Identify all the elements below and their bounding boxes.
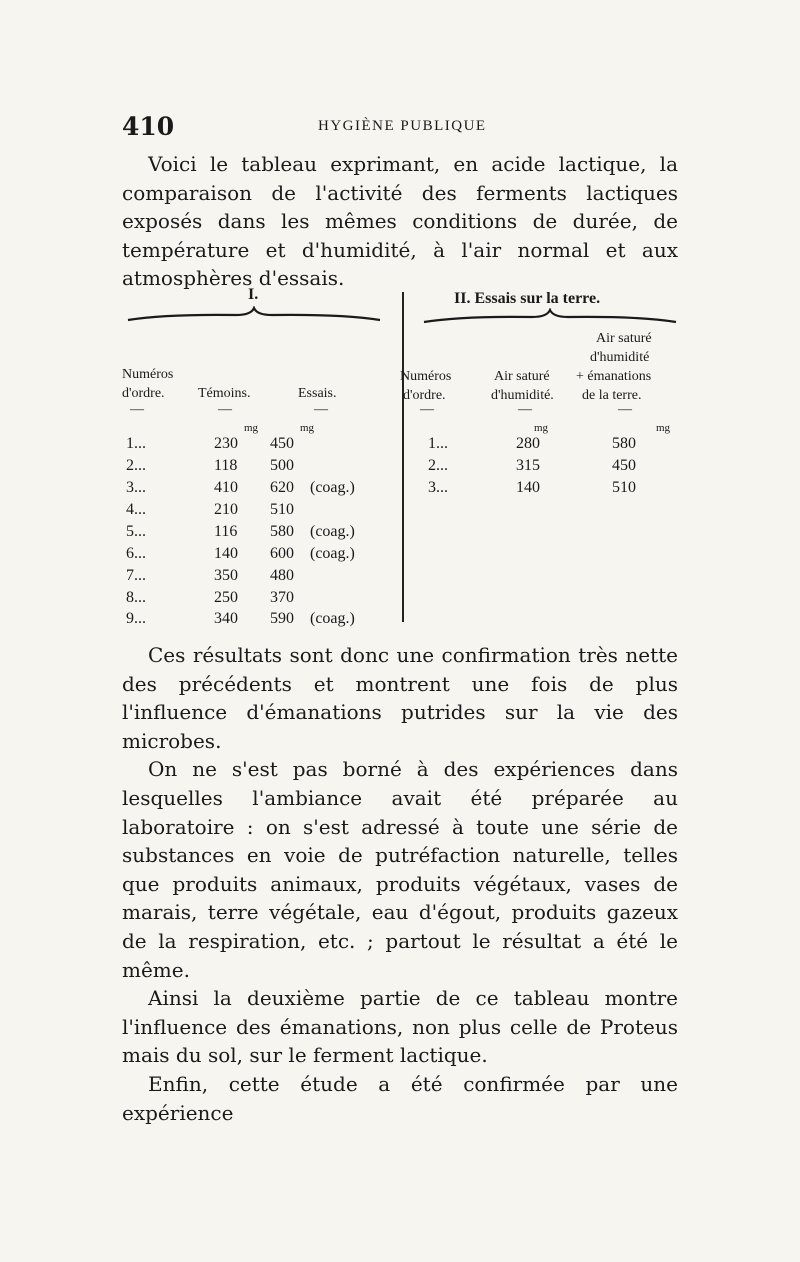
- s2-row-air-em: 450: [612, 457, 636, 474]
- s1-row-temoin: 350: [214, 567, 238, 584]
- s2-dash-3: —: [618, 402, 632, 417]
- s1-row-temoin: 118: [214, 457, 238, 474]
- section1-brace: [126, 306, 382, 324]
- s1-row-essai: 500: [270, 457, 294, 474]
- s1-essais-header: Essais.: [298, 386, 337, 401]
- s1-row-no: 1...: [126, 435, 146, 452]
- s1-row-note: (coag.): [310, 610, 355, 627]
- s2-row-air: 140: [516, 479, 540, 496]
- s1-row-temoin: 116: [214, 523, 238, 540]
- section1-title: I.: [248, 286, 259, 303]
- s1-dash-2: —: [218, 402, 232, 417]
- intro-paragraph: [122, 150, 678, 293]
- s1-row-temoin: 140: [214, 545, 238, 562]
- s1-row-no: 7...: [126, 567, 146, 584]
- s1-numero-header-2: d'ordre.: [122, 386, 165, 401]
- s1-temoins-header: Témoins.: [198, 386, 251, 401]
- s1-row-note: (coag.): [310, 545, 355, 562]
- s1-row-note: (coag.): [310, 479, 355, 496]
- s2-air-header-2: d'humidité.: [491, 388, 554, 403]
- s1-row-essai: 370: [270, 589, 294, 606]
- s2-row-air-em: 510: [612, 479, 636, 496]
- s2-air-em-header-4: de la terre.: [582, 388, 642, 403]
- s2-air-em-header-2: d'humidité: [590, 350, 650, 365]
- body-text: [122, 641, 678, 1127]
- s2-unit-air: mg: [534, 422, 549, 434]
- section2-brace: [422, 308, 678, 326]
- s1-row-no: 5...: [126, 523, 146, 540]
- page-number: 410: [122, 112, 175, 141]
- s1-row-temoin: 410: [214, 479, 238, 496]
- data-table: [120, 284, 680, 627]
- s1-row-essai: 620: [270, 479, 294, 496]
- s2-row-no: 1...: [428, 435, 448, 452]
- s1-numero-header-1: Numéros: [122, 367, 174, 382]
- s1-row-no: 2...: [126, 457, 146, 474]
- column-divider: [402, 292, 404, 622]
- s1-row-essai: 450: [270, 435, 294, 452]
- s2-row-air: 315: [516, 457, 540, 474]
- s1-unit-essais: mg: [300, 422, 315, 434]
- s2-numero-header-1: Numéros: [400, 369, 452, 384]
- s1-row-essai: 480: [270, 567, 294, 584]
- s1-row-no: 4...: [126, 501, 146, 518]
- s1-row-no: 9...: [126, 610, 146, 627]
- s1-row-essai: 600: [270, 545, 294, 562]
- s2-row-air-em: 580: [612, 435, 636, 452]
- s2-dash-2: —: [518, 402, 532, 417]
- paragraph-deuxieme-partie: Ainsi la deuxième partie de ce tableau montre l'influence des émanations, non plus celle de Proteus mais du sol, sur le ferment lactique.: [122, 986, 678, 1068]
- paragraph-enfin: Enfin, cette étude a été confirmée par une expérience: [122, 1071, 678, 1125]
- section2-title: II. Essais sur la terre.: [454, 290, 601, 307]
- s1-row-no: 3...: [126, 479, 146, 496]
- s1-row-temoin: 210: [214, 501, 238, 518]
- running-head: HYGIÈNE PUBLIQUE: [318, 118, 487, 134]
- s1-row-essai: 510: [270, 501, 294, 518]
- intro-text: Voici le tableau exprimant, en acide lactique, la comparaison de l'activité des ferments lactiques exposés dans les mêmes conditions de durée, de température et d'humidité, à l'air normal et aux atmosphères d'essais.: [122, 152, 678, 291]
- s2-row-no: 3...: [428, 479, 448, 496]
- paragraph-experiences: On ne s'est pas borné à des expériences dans lesquelles l'ambiance avait été préparée au laboratoire : on s'est adressé à toute une série de substances en voie de putréfaction naturelle, telles que produits animaux, produits végétaux, vases de marais, terre végétale, eau d'égout, produits gazeux de la respiration, etc. ; partout le résultat a été le même.: [122, 757, 678, 982]
- s1-dash-3: —: [314, 402, 328, 417]
- s1-row-temoin: 250: [214, 589, 238, 606]
- s1-row-temoin: 230: [214, 435, 238, 452]
- s1-dash-1: —: [130, 402, 144, 417]
- s2-row-no: 2...: [428, 457, 448, 474]
- s2-air-header-1: Air saturé: [494, 369, 550, 384]
- s1-row-temoin: 340: [214, 610, 238, 627]
- s1-row-no: 6...: [126, 545, 146, 562]
- s2-dash-1: —: [420, 402, 434, 417]
- s1-row-note: (coag.): [310, 523, 355, 540]
- s2-unit-air-em: mg: [656, 422, 671, 434]
- s2-numero-header-2: d'ordre.: [403, 388, 446, 403]
- paragraph-confirmation: Ces résultats sont donc une confirmation très nette des précédents et montrent une fois de plus l'influence d'émanations putrides sur la vie des microbes.: [122, 643, 678, 753]
- s1-row-essai: 590: [270, 610, 294, 627]
- s1-unit-temoins: mg: [244, 422, 259, 434]
- s1-row-no: 8...: [126, 589, 146, 606]
- s1-row-essai: 580: [270, 523, 294, 540]
- s2-air-em-header-3: + émanations: [576, 369, 652, 384]
- s2-row-air: 280: [516, 435, 540, 452]
- s2-air-em-header-1: Air saturé: [596, 331, 652, 346]
